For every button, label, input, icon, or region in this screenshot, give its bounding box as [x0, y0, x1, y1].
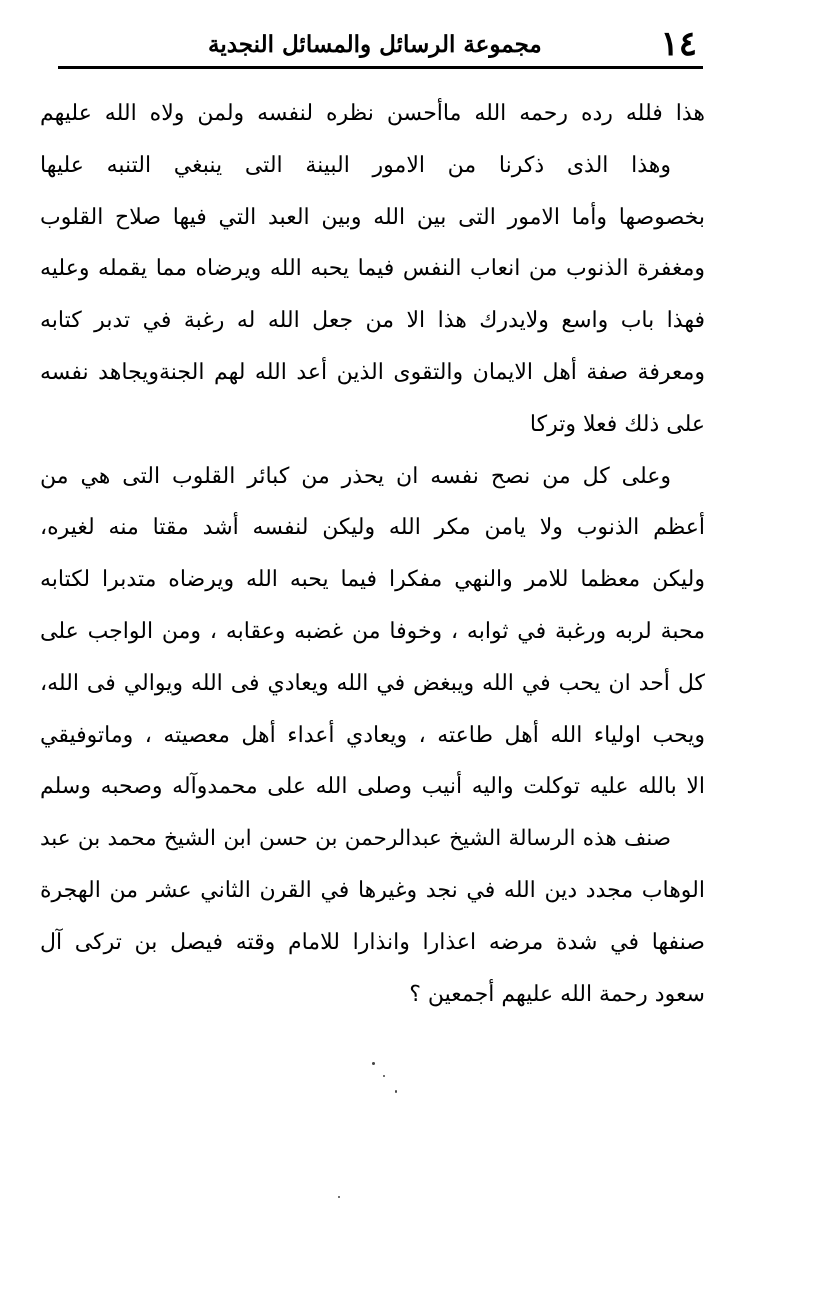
text-line: الا بالله عليه توكلت واليه أنيب وصلى الله على محمدوآله وصحبه وسلم — [40, 774, 705, 800]
text-line: الوهاب مجدد دين الله في نجد وغيرها في القرن الثاني عشر من الهجرة — [40, 877, 705, 903]
text-line: فهذا باب واسع ولايدرك هذا الا من جعل الله له رغبة في تدبر كتابه — [40, 308, 705, 334]
body-text — [40, 88, 705, 1020]
text-line: أعظم الذنوب ولا يامن مكر الله وليكن لنفسه أشد مقتا منه لغيره، — [40, 515, 705, 541]
text-line: سعود رحمة الله عليهم أجمعين ؟ — [409, 981, 705, 1007]
paper-speck — [383, 1075, 385, 1077]
text-line: كل أحد ان يحب في الله ويبغض في الله ويعادي فى الله ويوالي فى الله، — [40, 670, 705, 696]
page-number: ١٤ — [660, 24, 697, 64]
text-line: بخصوصها وأما الامور التى بين الله وبين العبد التي فيها صلاح القلوب — [40, 204, 705, 230]
text-line: ومعرفة صفة أهل الايمان والتقوى الذين أعد الله لهم الجنةويجاهد نفسه — [40, 359, 705, 385]
text-line: وهذا الذى ذكرنا من الامور البينة التى ينبغي التنبه عليها — [40, 152, 671, 178]
text-line: محبة لربه ورغبة في ثوابه ، وخوفا من غضبه وعقابه ، ومن الواجب على — [40, 618, 705, 644]
text-line: صنفها في شدة مرضه اعذارا وانذارا للامام وقته فيصل بن تركى آل — [40, 929, 705, 955]
running-title: مجموعة الرسائل والمسائل النجدية — [208, 30, 542, 58]
text-line: هذا فلله رده رحمه الله ماأحسن نظره لنفسه ولمن ولاه الله عليهم — [40, 101, 705, 126]
paper-speck — [395, 1090, 397, 1093]
text-line: ومغفرة الذنوب من انعاب النفس فيما يحبه الله ويرضاه مما يقمله وعليه — [40, 256, 705, 282]
header-rule — [58, 66, 703, 69]
paper-speck — [338, 1196, 340, 1198]
text-line: وعلى كل من نصح نفسه ان يحذر من كبائر القلوب التى هي من — [40, 463, 671, 489]
text-line: ويحب اولياء الله أهل طاعته ، ويعادي أعداء أهل معصيته ، وماتوفيقي — [40, 722, 705, 748]
text-line: وليكن معظما للامر والنهي مفكرا فيما يحبه الله ويرضاه متدبرا لكتابه — [40, 567, 705, 593]
text-line: على ذلك فعلا وتركا — [529, 411, 705, 437]
paper-speck — [372, 1062, 375, 1065]
text-line: صنف هذه الرسالة الشيخ عبدالرحمن بن حسن ابن الشيخ محمد بن عبد — [40, 826, 671, 852]
page-header — [58, 22, 703, 66]
